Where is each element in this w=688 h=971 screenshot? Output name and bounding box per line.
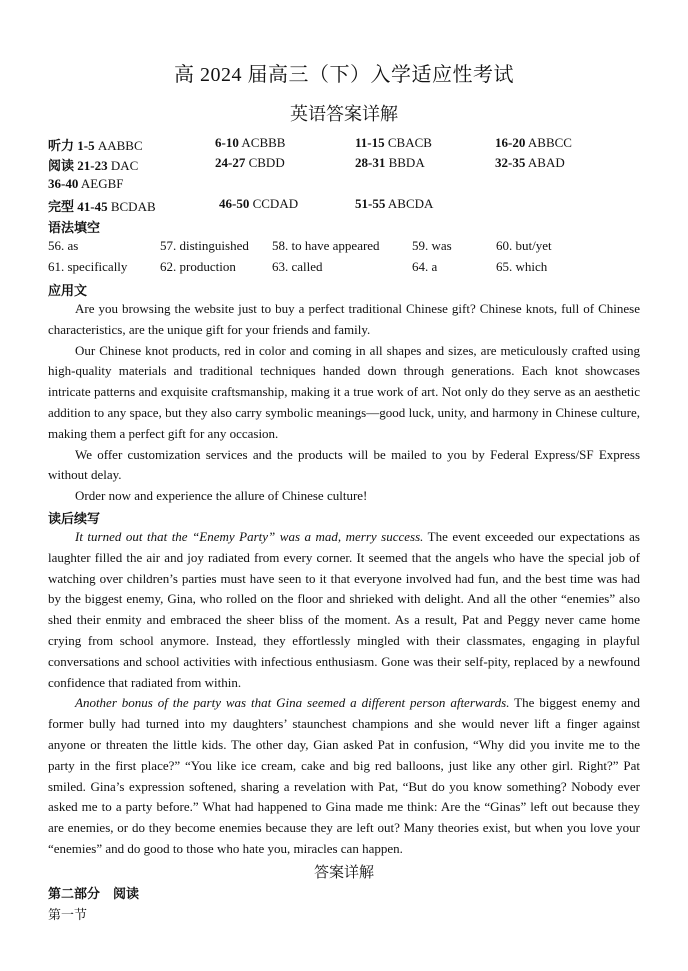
answer-group [48, 176, 124, 192]
answer-group [48, 196, 156, 215]
grammar-answer: 62. production [160, 259, 236, 274]
answer-value: CCDAD [252, 196, 299, 211]
answer-value: ABCDA [387, 196, 434, 211]
answer-label: 46-50 [219, 196, 250, 211]
answer-value: CBACB [387, 135, 432, 150]
answer-label: 11-15 [355, 135, 385, 150]
section-heading: 第一节 [48, 907, 88, 922]
writing-paragraph: Our Chinese knot products, red in color and coming in all shapes and sizes, are meticulously crafted using high-quality materials and traditional techniques handed down through generations. Each knot showcases intricate patterns and exquisite craftsmanship, making it a true work of art. Not only do they serve as an aesthetic addition to any space, but they also carry symbolic meanings—good luck, unity, and harmony in Chinese culture, making them a perfect gift for any occasion. [48, 342, 640, 441]
continuation-paragraph [48, 693, 640, 859]
answer-group [355, 155, 425, 171]
part-heading: 第二部分 阅读 [48, 886, 140, 901]
answer-value: AEGBF [80, 176, 124, 191]
answer-group [215, 135, 285, 151]
grammar-answer: 60. but/yet [496, 238, 552, 253]
writing-paragraph: Order now and experience the allure of Chinese culture! [75, 488, 368, 504]
answer-value: ABAD [527, 155, 565, 170]
answer-value: ABBCC [527, 135, 572, 150]
paragraph-lead-sentence: Another bonus of the party was that Gina seemed a different person afterwards. [75, 695, 510, 711]
page-subtitle: 英语答案详解 [290, 104, 398, 124]
grammar-answer: 65. which [496, 259, 548, 274]
grammar-heading: 语法填空 [48, 220, 101, 235]
answer-label: 51-55 [355, 196, 386, 211]
answer-group [355, 135, 432, 151]
answer-label: 16-20 [495, 135, 526, 150]
grammar-answer: 59. was [412, 238, 452, 253]
writing-essay [48, 299, 640, 507]
continuation-heading: 读后续写 [48, 511, 101, 526]
answer-group [219, 196, 298, 212]
answer-value: DAC [110, 158, 139, 173]
answer-group [215, 155, 285, 171]
grammar-answer: 57. distinguished [160, 238, 249, 253]
page-title: 高 2024 届高三（下）入学适应性考试 [174, 64, 514, 86]
answer-label: 36-40 [48, 176, 79, 191]
grammar-answer: 64. a [412, 259, 438, 274]
answer-value: CBDD [248, 155, 285, 170]
answer-label: 32-35 [495, 155, 526, 170]
paragraph-body: The event exceeded our expectations as laughter filled the air and joy radiated from every corner. It seemed that the angels who have the special job of watching over children’s parties must have seen to it that everyone involved had fun, and the best time was had by the biggest enemy, Gina, who rolled on the floor and shrieked with delight. And all the other “enemies” also shed their enmity and embraced the sheer bliss of the moment. As a result, Pat and Peggy never came home crying from school anymore. Instead, they effortlessly mingled with their classmates, engaging in playful conversations and school activities with infectious enthusiasm. Gone was their self-pity, replaced by a newfound confidence that radiated from within. [48, 529, 640, 690]
answer-label: 28-31 [355, 155, 386, 170]
answer-group [495, 135, 572, 151]
grammar-answer: 56. as [48, 238, 79, 253]
answer-label: 6-10 [215, 135, 239, 150]
answer-label: 24-27 [215, 155, 246, 170]
paragraph-lead-sentence: It turned out that the “Enemy Party” was a mad, merry success. [75, 529, 424, 544]
grammar-answer: 61. specifically [48, 259, 128, 274]
answer-label: 完型 41-45 [48, 199, 108, 214]
writing-paragraph: We offer customization services and the products will be mailed to you by Federal Express/SF Express without delay. [48, 446, 640, 483]
grammar-answer: 63. called [272, 259, 323, 274]
answer-group [48, 135, 143, 154]
answer-value: BBDA [388, 155, 425, 170]
answer-group [48, 155, 138, 174]
answer-value: ACBBB [241, 135, 286, 150]
writing-paragraph: Are you browsing the website just to buy a perfect traditional Chinese gift? Chinese knots, full of Chinese characteristics, are the unique gift for your friends and family. [48, 301, 640, 337]
continuation-paragraph [48, 527, 640, 693]
answer-group [495, 155, 565, 171]
answers-detail-title: 答案详解 [313, 865, 374, 881]
paragraph-body: The biggest enemy and former bully had turned into my daughters’ staunchest champions and she would never lift a finger against anyone or threaten the little kids. The other day, Gian asked Pat in confusion, “Why did you invite me to the party in the first place?” “You like ice cream, cake and big red balloons, just like any other girl. Right?” Pat smiled. Gina’s expression softened, sharing a revelation with Pat, “But do you know something? Nobody ever asked me to a party before.” What had happened to Gina made me think: Are the “Ginas” left out because they are enemies, or do they become enemies because they are left out? Many theories exist, but when you love your “enemies” and do good to those who hate you, miracles can happen. [48, 695, 641, 856]
continuation-essay [48, 527, 640, 860]
answer-label: 阅读 21-23 [48, 158, 108, 173]
grammar-answer: 58. to have appeared [272, 238, 380, 253]
answer-group [355, 196, 433, 212]
answer-value: AABBC [97, 138, 143, 153]
answer-value: BCDAB [110, 199, 156, 214]
writing-heading: 应用文 [48, 283, 88, 298]
answer-label: 听力 1-5 [48, 138, 95, 153]
